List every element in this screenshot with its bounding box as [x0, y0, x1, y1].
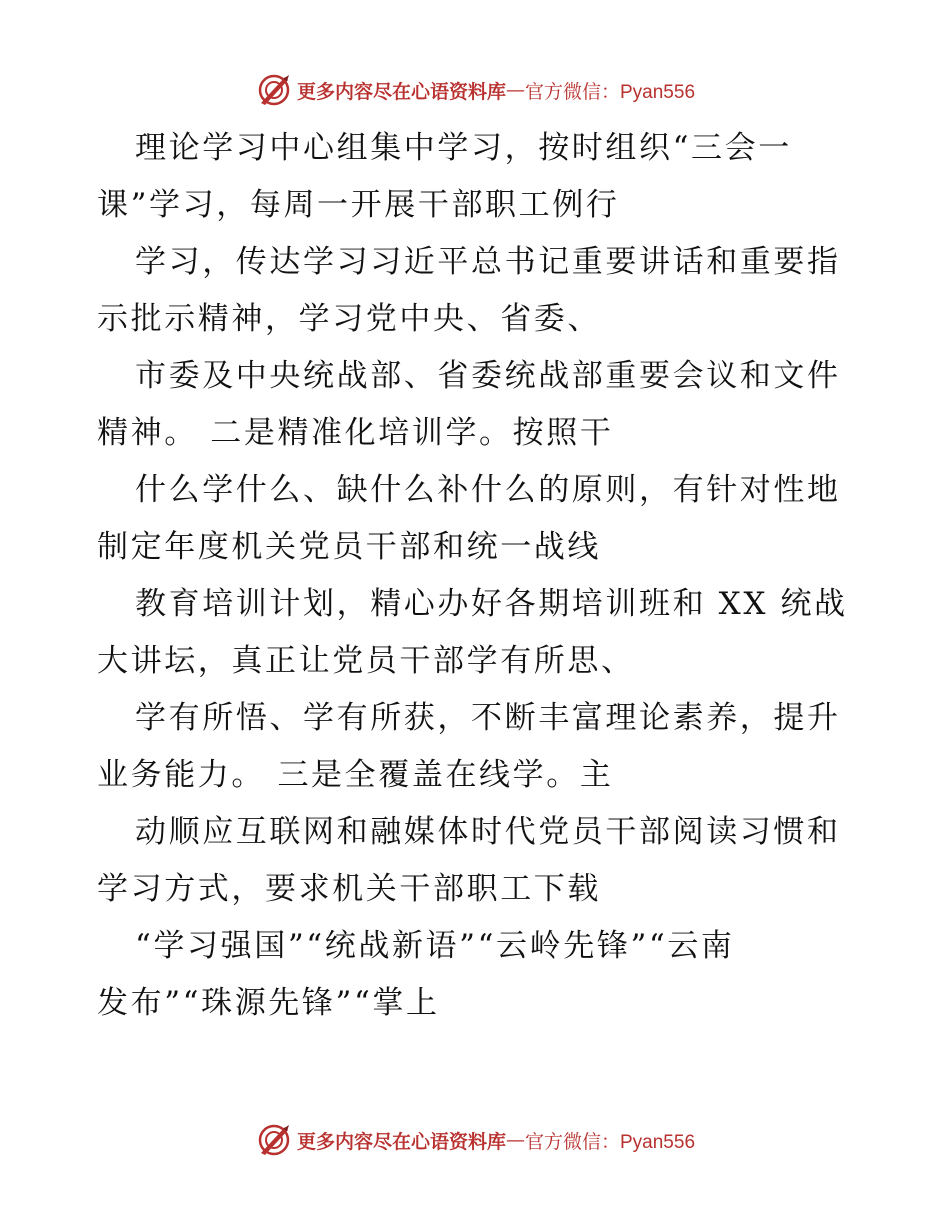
body-line: 什么学什么、缺什么补什么的原则，有针对性地 — [135, 472, 841, 508]
banner-site-text: 更多内容尽在心语资料库 — [296, 80, 506, 103]
banner-wechat-text: 官方微信：Pyan556 — [525, 1131, 696, 1153]
banner-site-text: 更多内容尽在心语资料库 — [296, 1130, 506, 1153]
body-line: 市委及中央统战部、省委统战部重要会议和文件 — [135, 358, 841, 394]
body-line: 学有所悟、学有所获，不断丰富理论素养，提升 — [135, 700, 841, 736]
body-line: 精神。 二是精准化培训学。按照干 — [97, 415, 614, 451]
banner-dash: — — [506, 79, 525, 101]
document-body — [97, 120, 857, 1032]
body-line: 发布”“珠源先锋”“掌上 — [97, 985, 440, 1021]
body-line: 理论学习中心组集中学习，按时组织“三会一 — [135, 130, 792, 166]
body-line: 学习方式，要求机关干部职工下载 — [97, 871, 601, 907]
body-line: 教育培训计划，精心办好各期培训班和 XX 统战 — [135, 586, 848, 622]
quill-logo-icon — [255, 71, 293, 109]
quill-logo-icon — [255, 1121, 293, 1159]
banner-dash: — — [506, 1129, 525, 1151]
header-banner — [0, 70, 950, 110]
body-line: 大讲坛，真正让党员干部学有所思、 — [97, 643, 635, 679]
body-line: “学习强国”“统战新语”“云岭先锋”“云南 — [135, 928, 735, 964]
banner-wechat-text: 官方微信：Pyan556 — [525, 81, 696, 103]
footer-banner — [0, 1120, 950, 1160]
body-line: 业务能力。 三是全覆盖在线学。主 — [97, 757, 614, 793]
body-line: 课”学习，每周一开展干部职工例行 — [97, 187, 620, 223]
body-line: 学习，传达学习习近平总书记重要讲话和重要指 — [135, 244, 841, 280]
body-line: 制定年度机关党员干部和统一战线 — [97, 529, 601, 565]
body-line: 动顺应互联网和融媒体时代党员干部阅读习惯和 — [135, 814, 841, 850]
body-line: 示批示精神，学习党中央、省委、 — [97, 301, 601, 337]
